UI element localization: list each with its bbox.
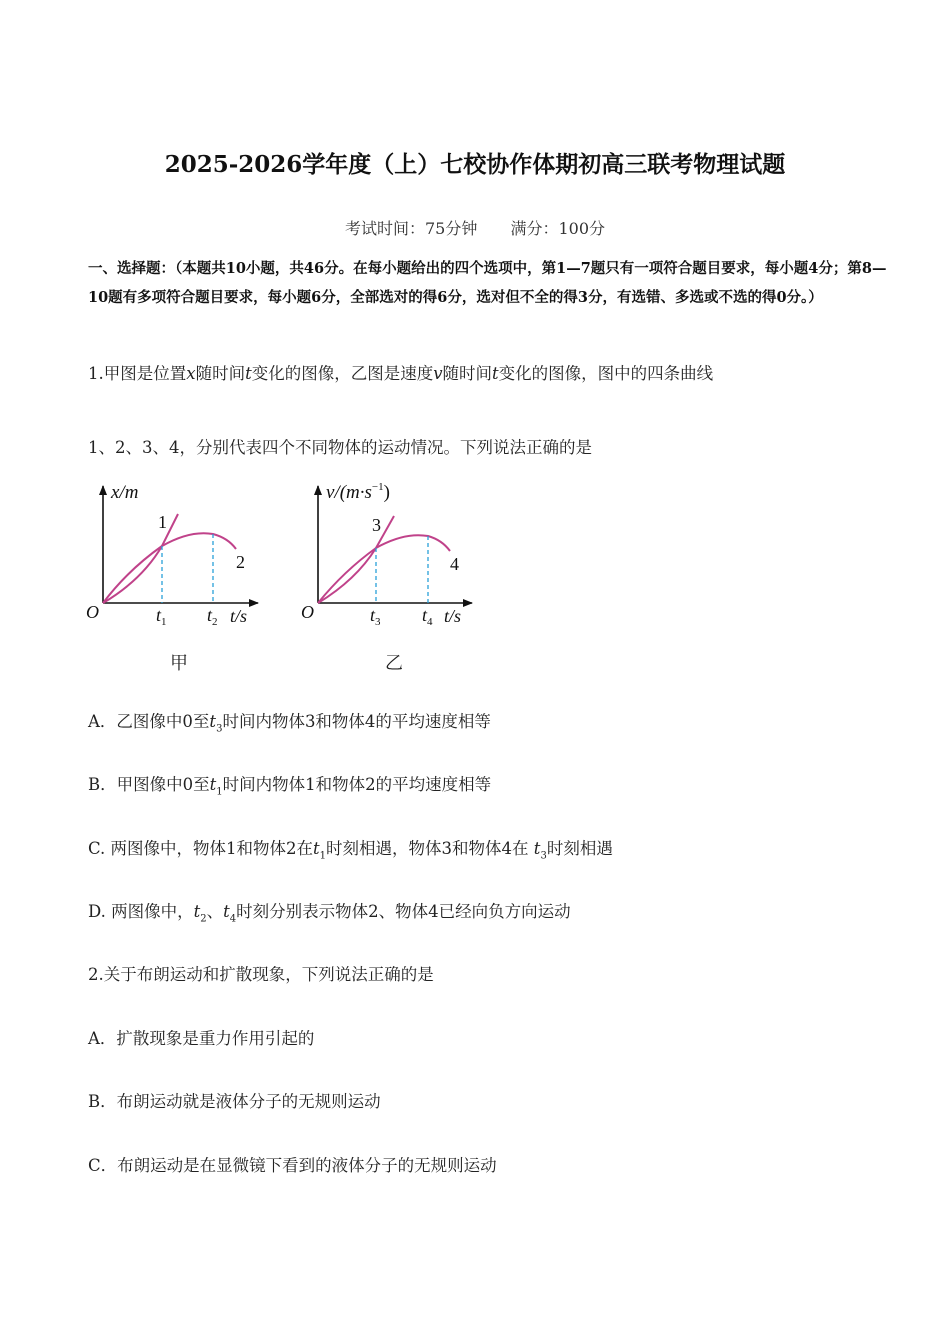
q1-stem-line2: 1、2、3、4，分别代表四个不同物体的运动情况。下列说法正确的是 bbox=[88, 438, 592, 457]
jia-tick-t2: $t_2$ bbox=[207, 605, 218, 628]
jia-tick-t1: $t_1$ bbox=[156, 605, 167, 628]
jia-curve-2-label: 2 bbox=[236, 552, 245, 572]
q1-option-d[interactable]: D. 两图像中，$t_2$、$t_4$时刻分别表示物体2、物体4已经向负方向运动 bbox=[88, 902, 571, 925]
full-score: 满分：100分 bbox=[510, 219, 605, 238]
jia-curve-2 bbox=[103, 533, 236, 603]
exam-time: 考试时间：75分钟 bbox=[344, 219, 478, 238]
page-title: 2025-2026学年度（上）七校协作体期初高三联考物理试题 bbox=[164, 151, 786, 178]
yi-curve-4-label: 4 bbox=[450, 554, 459, 574]
yi-tick-t3: $t_3$ bbox=[370, 605, 381, 628]
q2-option-c[interactable]: C．布朗运动是在显微镜下看到的液体分子的无规则运动 bbox=[88, 1156, 497, 1175]
q1-option-c[interactable]: C. 两图像中，物体1和物体2在$t_1$时刻相遇，物体3和物体4在 $t_3$时刻相遇 bbox=[88, 839, 613, 862]
jia-origin: O bbox=[86, 602, 99, 622]
jia-caption: 甲 bbox=[170, 653, 188, 673]
yi-y-label: $v/(m\cdot s^{-1})$ bbox=[326, 481, 390, 503]
jia-y-label: x/m bbox=[111, 482, 139, 503]
yi-curve-4 bbox=[318, 535, 450, 603]
jia-x-label: t/s bbox=[230, 606, 248, 626]
q1-graphs-svg bbox=[80, 476, 500, 681]
yi-origin: O bbox=[301, 602, 314, 622]
q1-option-b[interactable]: B．甲图像中0至$t_1$时间内物体1和物体2的平均速度相等 bbox=[88, 775, 492, 798]
q1-figures bbox=[80, 476, 500, 685]
yi-curve-3-label: 3 bbox=[372, 515, 381, 535]
graph-yi bbox=[301, 481, 472, 673]
yi-caption: 乙 bbox=[385, 653, 403, 673]
q1-stem-line1: 1.甲图是位置x随时间t变化的图像，乙图是速度v随时间t变化的图像，图中的四条曲线 bbox=[88, 364, 714, 383]
jia-curve-1-label: 1 bbox=[158, 512, 167, 532]
section-instructions: 一、选择题：（本题共10小题，共46分。在每小题给出的四个选项中，第1—7题只有一项符合题目要求，每小题4分；第8—10题有多项符合题目要求，每小题6分，全部选对的得6分，选对但不全的得3分，有选错、多选或不选的得0分。） bbox=[88, 260, 887, 306]
graph-jia bbox=[86, 482, 258, 673]
yi-x-label: t/s bbox=[444, 606, 462, 626]
exam-meta bbox=[0, 216, 950, 239]
q1-option-a[interactable]: A．乙图像中0至$t_3$时间内物体3和物体4的平均速度相等 bbox=[88, 712, 491, 735]
q2-option-b[interactable]: B．布朗运动就是液体分子的无规则运动 bbox=[88, 1092, 381, 1111]
q2-option-a[interactable]: A．扩散现象是重力作用引起的 bbox=[88, 1029, 315, 1048]
q2-stem: 2.关于布朗运动和扩散现象，下列说法正确的是 bbox=[88, 965, 434, 984]
yi-tick-t4: $t_4$ bbox=[422, 605, 433, 628]
